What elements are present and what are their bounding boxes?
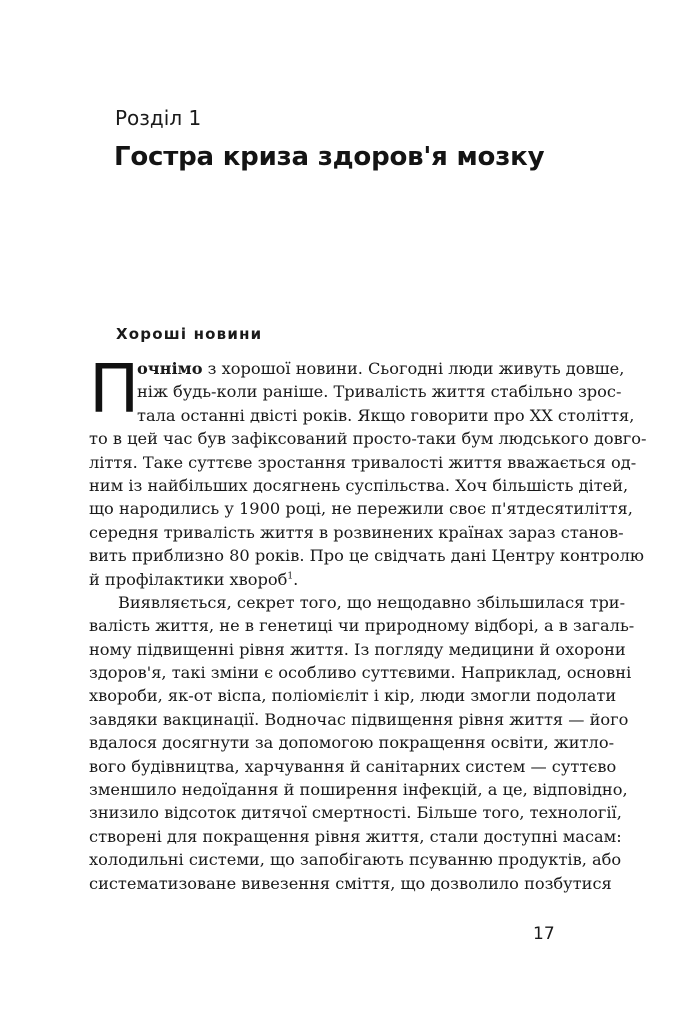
drop-cap: П — [89, 350, 140, 428]
paragraph-line: завдяки вакцинації. Водночас підвищення рівня життя — його — [89, 709, 629, 729]
page-number: 17 — [533, 924, 555, 944]
paragraph-line: вого будівництва, харчування й санітарних систем — суттєво — [89, 756, 617, 776]
lead-word: очнімо — [137, 359, 203, 378]
paragraph-line: хвороби, як-от віспа, поліомієліт і кір, люди змогли подолати — [89, 686, 617, 706]
paragraph-line: холодильні системи, що запобігають псуванню продуктів, або — [89, 850, 622, 870]
paragraph-line — [89, 568, 573, 591]
paragraph-line: знизило відсоток дитячої смертності. Більше того, технології, — [89, 803, 622, 823]
footnote-ref[interactable]: 1 — [287, 571, 294, 582]
paragraph-line: ному підвищенні рівня життя. Із погляду медицини й охорони — [89, 639, 626, 659]
paragraph-line — [89, 357, 625, 380]
lead-rest: з хорошої новини. Сьогодні люди живуть довше, — [202, 359, 625, 378]
paragraph-line: створені для покращення рівня життя, стали доступні масам: — [89, 826, 622, 846]
paragraph-line: зменшило недоїдання й поширення інфекцій, а це, відповідно, — [89, 780, 628, 800]
paragraph-line: ніж будь-коли раніше. Тривалість життя стабільно зрос- — [137, 382, 622, 402]
paragraph-line: тала останні двісті років. Якщо говорити про XX століття, — [137, 405, 635, 425]
section-heading: Хороші новини — [116, 325, 263, 343]
paragraph-line: середня тривалість життя в розвинених країнах зараз станов- — [89, 522, 624, 542]
paragraph-line: ліття. Таке суттєве зростання тривалості життя вважається од- — [89, 452, 637, 472]
paragraph-line: вдалося досягнути за допомогою покращення освіти, житло- — [89, 733, 615, 753]
paragraph-line: ним із найбільших досягнень суспільства. Хоч більшість дітей, — [89, 475, 629, 495]
paragraph-line: що народились у 1900 році, не пережили своє п'ятдесятиліття, — [89, 499, 633, 519]
last-line-end: . — [293, 569, 299, 589]
paragraph-line: Виявляється, секрет того, що нещодавно збільшилася три- — [118, 592, 626, 612]
paragraph-line: то в цей час був зафіксований просто-таки бум людського довго- — [89, 429, 647, 449]
paragraph-line: валість життя, не в генетиці чи природному відборі, а в загаль- — [89, 616, 635, 636]
paragraph-line: систематизоване вивезення сміття, що дозволило позбутися — [89, 873, 612, 893]
chapter-title: Гостра криза здоров'я мозку — [114, 142, 545, 172]
chapter-label: Розділ 1 — [115, 106, 202, 130]
paragraph-line: здоров'я, такі зміни є особливо суттєвими. Наприклад, основні — [89, 663, 632, 683]
last-line-text: й профілактики хвороб — [89, 569, 288, 589]
paragraph-line: вить приблизно 80 років. Про це свідчать дані Центру контролю — [89, 546, 645, 566]
body-text — [89, 350, 647, 895]
